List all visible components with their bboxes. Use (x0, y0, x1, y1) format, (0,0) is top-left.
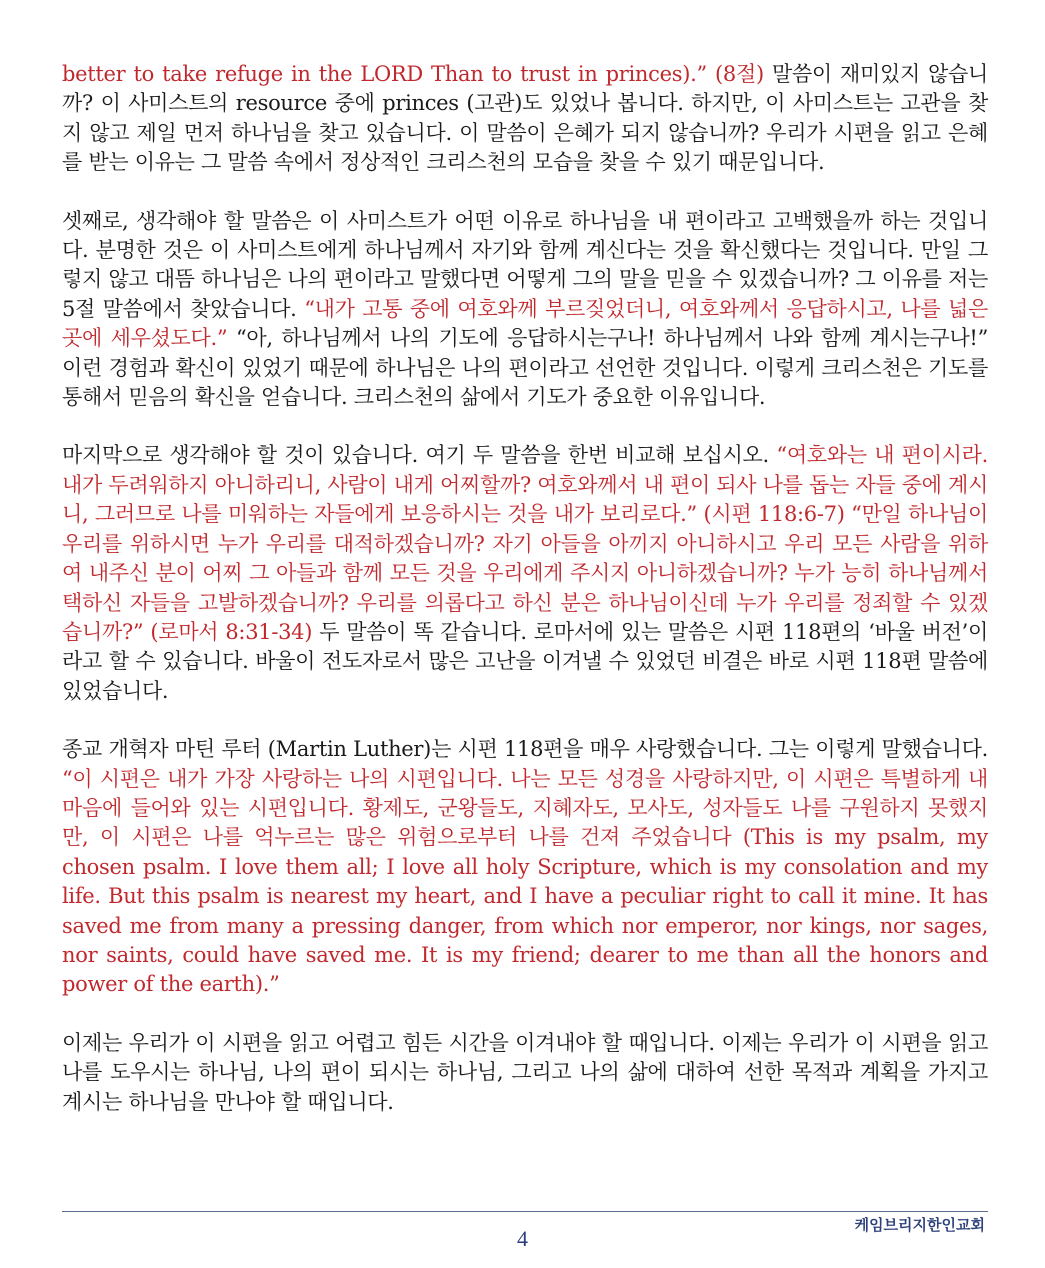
verse-quote: “내가 고통 중에 여호와께 부르짖었더니, 여호와께서 응답하시고, 나를 넓은 곳에 세우셨도다.” (62, 296, 988, 351)
luther-quote: “이 시편은 내가 가장 사랑하는 나의 시편입니다. 나는 모든 성경을 사랑하지만, 이 시편은 특별하게 내 마음에 들어와 있는 시편입니다. 황제도, 군왕들도, 지혜자도, 모사도, 성자들도 나를 구원하지 못했지만, 이 시편은 나를 억누르는 많은 위험으로부터 나를 건져 주었습니다 (This is my psalm, my chosen psalm. I love them all; I love all holy Scripture, which is my consolation and my life. But this psalm is nearest my heart, and I have a peculiar right to call it mine. It has saved me from many a pressing danger, from which nor emperor, nor kings, nor sages, nor saints, could have saved me. It is my friend; dearer to me than all the honors and power of the earth).” (62, 766, 988, 997)
church-name: 케임브리지한인교회 (854, 1216, 985, 1234)
paragraph-5 (62, 1029, 988, 1117)
verse-quote: “여호와는 내 편이시라. 내가 두려워하지 아니하리니, 사람이 내게 어찌할까? 여호와께서 내 편이 되사 나를 돕는 자들 중에 계시니, 그러므로 나를 미워하는 자들에게 보응하시는 것을 내가 보리로다.” (시편 118:6-7) “만일 하나님이 우리를 위하시면 누가 우리를 대적하겠습니까? 자기 아들을 아끼지 아니하시고 우리 모든 사람을 위하여 내주신 분이 어찌 그 아들과 함께 모든 것을 우리에게 주시지 아니하겠습니까? 누가 능히 하나님께서 택하신 자들을 고발하겠습니까? 우리를 의롭다고 하신 분은 하나님이신데 누가 우리를 정죄할 수 있겠습니까?” (로마서 8:31-34) (62, 443, 989, 644)
footer-divider (62, 1211, 988, 1212)
body-text: 종교 개혁자 마틴 루터 (Martin Luther)는 시편 118편을 매우 사랑했습니다. 그는 이렇게 말했습니다. (62, 737, 988, 762)
page-number: 4 (517, 1226, 528, 1251)
verse-quote: better to take refuge in the LORD Than to trust in princes).” (8절) (62, 62, 764, 86)
body-text: 말씀이 재미있지 않습니까? 이 사미스트의 resource 중에 princes (고관)도 있었나 봅니다. 하지만, 이 사미스트는 고관을 찾지 않고 제일 먼저 하나님을 찾고 있습니다. 이 말씀이 은혜가 되지 않습니까? 우리가 시편을 읽고 은혜를 받는 이유는 그 말씀 속에서 정상적인 크리스천의 모습을 찾을 수 있기 때문입니다. (62, 62, 988, 175)
paragraph-4 (62, 735, 988, 1000)
paragraph-1 (62, 60, 988, 178)
body-text: 두 말씀이 똑 같습니다. 로마서에 있는 말씀은 시편 118편의 ‘바울 버전’이라고 할 수 있습니다. 바울이 전도자로서 많은 고난을 이겨낼 수 있었던 비결은 바로 시편 118편 말씀에 있었습니다. (62, 619, 988, 703)
paragraph-3 (62, 441, 988, 706)
body-text: 마지막으로 생각해야 할 것이 있습니다. 여기 두 말씀을 한번 비교해 보십시오. (62, 443, 777, 468)
body-text: “아, 하나님께서 나의 기도에 응답하시는구나! 하나님께서 나와 함께 계시는구나!” 이런 경험과 확신이 있었기 때문에 하나님은 나의 편이라고 선언한 것입니다. 이렇게 크리스천은 기도를 통해서 믿음의 확신을 얻습니다. 크리스천의 삶에서 기도가 중요한 이유입니다. (62, 326, 989, 410)
body-text: 셋째로, 생각해야 할 말씀은 이 사미스트가 어떤 이유로 하나님을 내 편이라고 고백했을까 하는 것입니다. 분명한 것은 이 사미스트에게 하나님께서 자기와 함께 계신다는 것을 확신했다는 것입니다. 만일 그렇지 않고 대뜸 하나님은 나의 편이라고 말했다면 어떻게 그의 말을 믿을 수 있겠습니까? 그 이유를 저는 5절 말씀에서 찾았습니다. (62, 208, 989, 321)
body-text: 이제는 우리가 이 시편을 읽고 어렵고 힘든 시간을 이겨내야 할 때입니다. 이제는 우리가 이 시편을 읽고 나를 도우시는 하나님, 나의 편이 되시는 하나님, 그리고 나의 삶에 대하여 선한 목적과 계획을 가지고 계시는 하나님을 만나야 할 때입니다. (62, 1030, 988, 1114)
paragraph-2 (62, 207, 988, 413)
document-body (62, 60, 988, 1146)
